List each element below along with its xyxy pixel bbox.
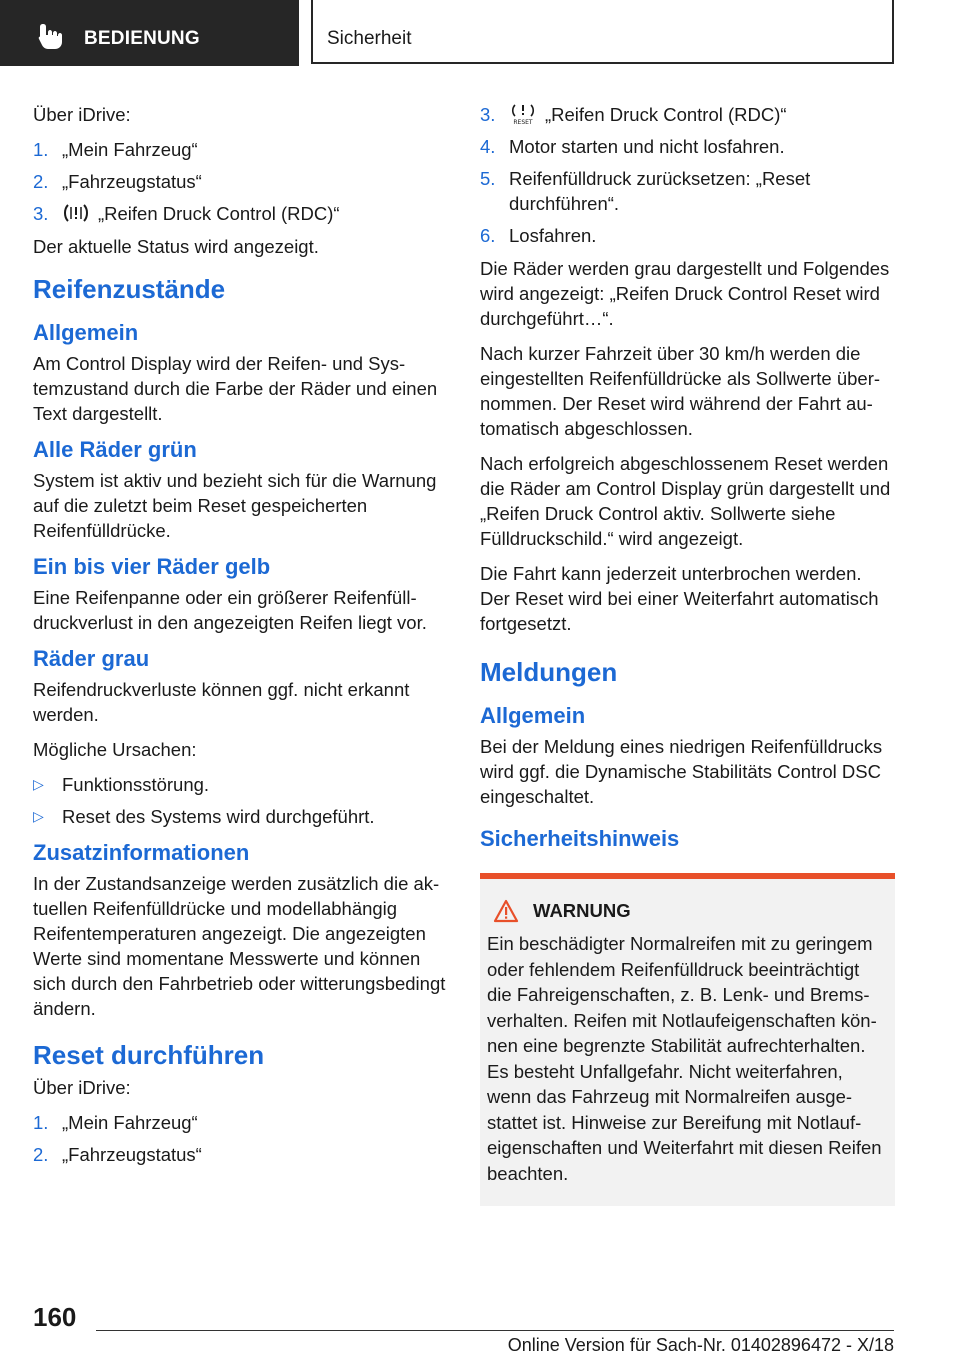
heading-allgemein: Allgemein — [480, 703, 586, 728]
hand-pointer-icon — [34, 22, 68, 50]
heading-zusatzinformationen: Zusatzinformationen — [33, 840, 250, 865]
footer-version: Online Version für Sach-Nr. 01402896472 - X/18 — [507, 1335, 894, 1355]
step-text: Reifenfülldruck zurücksetzen: „Reset durchführen“. — [509, 168, 811, 214]
step-text: „Fahrzeugstatus“ — [62, 1144, 202, 1165]
list-item — [480, 166, 895, 216]
page-header — [0, 0, 960, 66]
step-text: „Mein Fahrzeug“ — [62, 139, 198, 160]
page-number: 160 — [33, 1302, 77, 1332]
idrive-intro: Über iDrive: — [33, 104, 131, 125]
cause-text: Funktionsstörung. — [62, 774, 210, 795]
list-item — [33, 137, 451, 162]
step-text: „Reifen Druck Control (RDC)“ — [545, 104, 787, 125]
tire-pressure-reset-icon — [509, 103, 537, 125]
causes-list — [33, 772, 451, 829]
warning-box — [480, 873, 895, 1206]
reset-steps-continued — [480, 102, 895, 248]
step-number: 5. — [480, 168, 496, 189]
paragraph: Mögliche Ursachen: — [33, 739, 197, 760]
list-item — [33, 1142, 451, 1167]
step-number: 2. — [33, 171, 49, 192]
section-tab[interactable] — [311, 0, 894, 64]
heading-reset-durchfuehren: Reset durchführen — [33, 1040, 265, 1070]
list-item — [33, 201, 451, 226]
paragraph: Nach erfolgreich abgeschlossenem Reset werden die Räder am Control Display grün dargestellt und „Reifen Druck Control aktiv. Sollwerte siehe Fülldruckschild.“ wird angezeigt. — [480, 453, 891, 549]
list-item — [480, 102, 895, 127]
footer-divider — [96, 1330, 894, 1331]
svg-text:RESET: RESET — [513, 119, 533, 125]
step-number: 3. — [33, 203, 49, 224]
chapter-tab[interactable] — [0, 0, 299, 66]
reset-steps — [33, 1110, 451, 1167]
chapter-label: BEDIENUNG — [84, 28, 200, 49]
status-text: Der aktuelle Status wird angezeigt. — [33, 236, 319, 257]
cause-text: Reset des Systems wird durchgeführt. — [62, 806, 375, 827]
step-text: „Mein Fahrzeug“ — [62, 1112, 198, 1133]
list-item — [33, 1110, 451, 1135]
warning-header — [487, 899, 887, 923]
step-text: „Fahrzeugstatus“ — [62, 171, 202, 192]
paragraph: Die Räder werden grau dargestellt und Folgendes wird angezeigt: „Reifen Druck Control Reset wird durchgeführt…“. — [480, 258, 890, 329]
paragraph: System ist aktiv und bezieht sich für die Warnung auf die zuletzt beim Reset gespeicherten Reifenfülldrücke. — [33, 470, 437, 541]
step-number: 4. — [480, 136, 496, 157]
step-text: Motor starten und nicht losfahren. — [509, 136, 785, 157]
paragraph: In der Zustandsanzeige werden zusätzlich die aktuellen Reifenfülldrücke und modellabhängig Reifentemperaturen angezeigt. Die angezeigten Werte sind momentane Messwerte und können sich durch den Fahrbetrieb oder witterungsbedingt ändern. — [33, 873, 446, 1019]
warning-title: WARNUNG — [533, 900, 631, 921]
heading-alle-raeder-gruen: Alle Räder grün — [33, 437, 197, 462]
heading-reifenzustaende: Reifenzustände — [33, 274, 226, 304]
heading-raeder-gelb: Ein bis vier Räder gelb — [33, 554, 271, 579]
list-item — [33, 169, 451, 194]
list-item — [33, 804, 451, 829]
step-number: 3. — [480, 104, 496, 125]
heading-meldungen: Meldungen — [480, 657, 618, 687]
list-item — [480, 134, 895, 159]
paragraph: Am Control Display wird der Reifen- und Systemzustand durch die Farbe der Räder und einen Text dargestellt. — [33, 353, 438, 424]
step-number: 2. — [33, 1144, 49, 1165]
section-label: Sicherheit — [327, 28, 412, 49]
step-number: 6. — [480, 225, 496, 246]
left-column — [33, 102, 451, 1175]
heading-raeder-grau: Räder grau — [33, 646, 150, 671]
heading-allgemein: Allgemein — [33, 320, 139, 345]
tire-pressure-icon — [62, 202, 90, 224]
step-number: 1. — [33, 1112, 49, 1133]
right-column — [480, 102, 895, 1206]
warning-triangle-icon — [493, 899, 519, 923]
step-number: 1. — [33, 139, 49, 160]
step-text: „Reifen Druck Control (RDC)“ — [98, 203, 340, 224]
triangle-bullet-icon: ▷ — [33, 776, 44, 792]
step-text: Losfahren. — [509, 225, 597, 246]
paragraph: Bei der Meldung eines niedrigen Reifenfülldrucks wird ggf. die Dynamische Stabilitäts Control DSC eingeschaltet. — [480, 736, 883, 807]
paragraph: Nach kurzer Fahrzeit über 30 km/h werden die eingestellten Reifenfülldrücke als Sollwerte übernommen. Der Reset wird während der Fahrt automatisch abgeschlossen. — [480, 343, 881, 439]
heading-sicherheitshinweis: Sicherheitshinweis — [480, 826, 680, 851]
paragraph: Eine Reifenpanne oder ein größerer Reifenfülldruckverlust in den angezeigten Reifen liegt vor. — [33, 587, 427, 633]
triangle-bullet-icon: ▷ — [33, 808, 44, 824]
list-item — [480, 223, 895, 248]
paragraph: Reifendruckverluste können ggf. nicht erkannt werden. — [33, 679, 410, 725]
idrive-steps — [33, 137, 451, 226]
paragraph: Die Fahrt kann jederzeit unterbrochen werden. Der Reset wird bei einer Weiterfahrt automatisch fortgesetzt. — [480, 563, 879, 634]
reset-intro: Über iDrive: — [33, 1077, 131, 1098]
list-item — [33, 772, 451, 797]
warning-text: Ein beschädigter Normalreifen mit zu geringem oder fehlendem Reifenfülldruck beeinträchtigt die Fahreigenschaften, z. B. Lenk- und Bremsverhalten. Reifen mit Notlaufeigenschaften können eine begrenzte Stabilität aufrechterhalten. Es besteht Unfallgefahr. Nicht weiterfahren, wenn das Fahrzeug mit Normalreifen ausgestattet ist. Hinweise zur Bereifung mit Notlaufeigenschaften und Weiterfahrt mit diesen Reifen beachten. — [487, 933, 882, 1184]
